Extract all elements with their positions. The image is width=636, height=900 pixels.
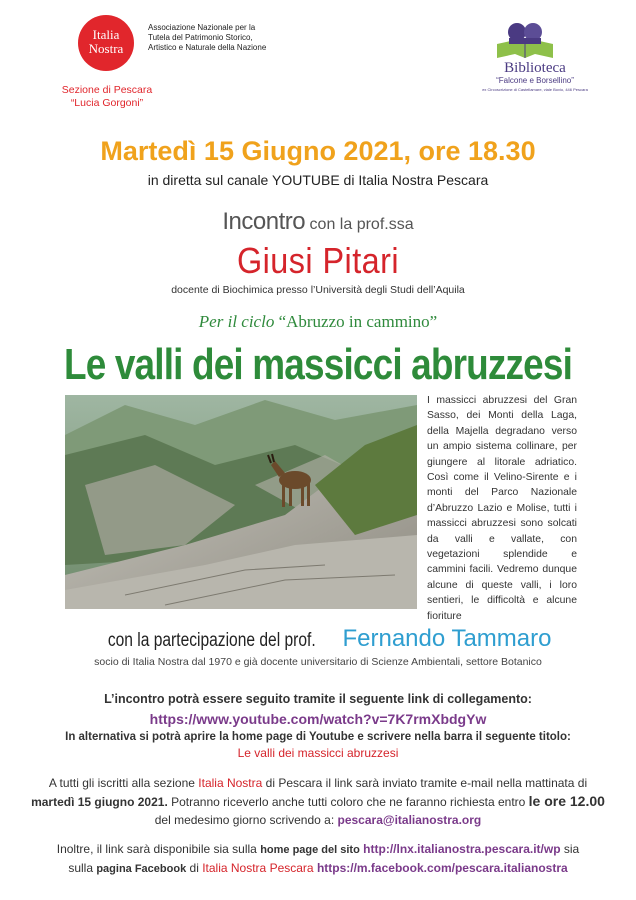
participation-label: con la partecipazione del prof.	[107, 630, 316, 651]
text-run: Potranno riceverlo anche tutti coloro che ne faranno richiesta entro	[167, 795, 529, 809]
description-text: I massicci abruzzesi del Gran Sasso, dei Monti della Laga, della Majella degradano verso un ampio sistema collinare, per giungere al litorale adriatico. Così come il Velino-Sirente e i monti del Parco Nazionale d’Abruzzo Lazio e Molise, tutti i massicci abruzzesi sono solcati da valli e vallate, con vegetazioni splendide e cammini facili. Vedremo dunque alcune di queste valli, i loro sentieri, le difficoltà e alcune fioriture	[427, 395, 577, 622]
text-run: sulla	[68, 861, 97, 875]
text-run: di	[186, 861, 203, 875]
speaker-role: docente di Biochimica presso l’Università degli Studi dell’Aquila	[171, 284, 465, 296]
text-run: martedì 15 giugno 2021.	[31, 795, 168, 809]
participation-line	[0, 625, 636, 653]
sezione-line: Sezione di Pescara	[61, 84, 153, 96]
text-run: sia	[560, 842, 580, 856]
sezione-line: “Lucia Gorgoni”	[70, 97, 144, 109]
search-title: Le valli dei massicci abruzzesi	[237, 746, 399, 760]
sezione-pescara	[52, 84, 162, 110]
event-date: Martedì 15 Giugno 2021, ore 18.30	[100, 136, 536, 166]
availability-paragraph	[0, 840, 636, 878]
youtube-link[interactable]: https://www.youtube.com/watch?v=7K7rmXbdgYw	[149, 711, 487, 727]
assoc-line: Associazione Nazionale per la	[148, 23, 256, 32]
event-title: Le valli dei massicci abruzzesi	[63, 340, 573, 389]
logo-text-2: Nostra	[88, 41, 124, 56]
text-run: Italia Nostra Pescara	[202, 861, 314, 875]
assoc-line: Artistico e Naturale della Nazione	[148, 43, 267, 52]
biblioteca-subtitle: “Falcone e Borsellino”	[496, 76, 574, 85]
facebook-link[interactable]: https://m.facebook.com/pescara.italianostra	[316, 861, 568, 875]
text-run: pagina Facebook	[96, 863, 187, 875]
alternative-text: In alternativa si potrà aprire la home page di Youtube e scrivere nella barra il seguente titolo:	[65, 731, 571, 743]
incontro-rest: con la prof.ssa	[309, 216, 414, 233]
ciclo-prefix: Per il ciclo	[198, 312, 275, 331]
biblioteca-address: ex Circoscrizione di Castellamare, viale Bovio, 446 Pescara	[482, 87, 588, 92]
text-run: Inoltre, il link sarà disponibile sia sulla	[56, 842, 261, 856]
logo-text-1: Italia	[92, 27, 120, 42]
ciclo-line	[0, 312, 636, 332]
chamois-mountain-photo	[65, 395, 417, 609]
email-link[interactable]: pescara@italianostra.org	[337, 813, 482, 827]
incontro-word: Incontro	[222, 208, 306, 235]
event-livestream: in diretta sul canale YOUTUBE di Italia Nostra Pescara	[147, 172, 489, 188]
text-run: Italia Nostra	[198, 776, 263, 790]
incontro-line	[0, 208, 636, 236]
text-run: di Pescara il link sarà inviato tramite e-mail nella mattinata di	[262, 776, 588, 790]
members-paragraph	[0, 774, 636, 829]
text-run: le ore 12.00	[528, 793, 605, 809]
site-link[interactable]: http://lnx.italianostra.pescara.it/wp	[363, 842, 561, 856]
italia-nostra-logo	[78, 15, 134, 71]
text-run: A tutti gli iscritti alla sezione	[48, 776, 199, 790]
text-run: home page del sito	[260, 844, 360, 856]
speaker-name: Giusi Pitari	[236, 240, 400, 281]
participant-role: socio di Italia Nostra dal 1970 e già docente universitario di Scienze Ambientali, settore Botanico	[94, 656, 542, 668]
text-run: del medesimo giorno scrivendo a:	[154, 813, 338, 827]
biblioteca-title: Biblioteca	[504, 60, 566, 76]
link-intro: L’incontro potrà essere seguito tramite il seguente link di collegamento:	[104, 692, 532, 706]
biblioteca-logo-icon	[493, 20, 557, 60]
participant-name: Fernando Tammaro	[342, 625, 552, 652]
association-name	[148, 23, 266, 53]
ciclo-name: “Abruzzo in cammino”	[278, 312, 438, 331]
assoc-line: Tutela del Patrimonio Storico,	[148, 33, 253, 42]
